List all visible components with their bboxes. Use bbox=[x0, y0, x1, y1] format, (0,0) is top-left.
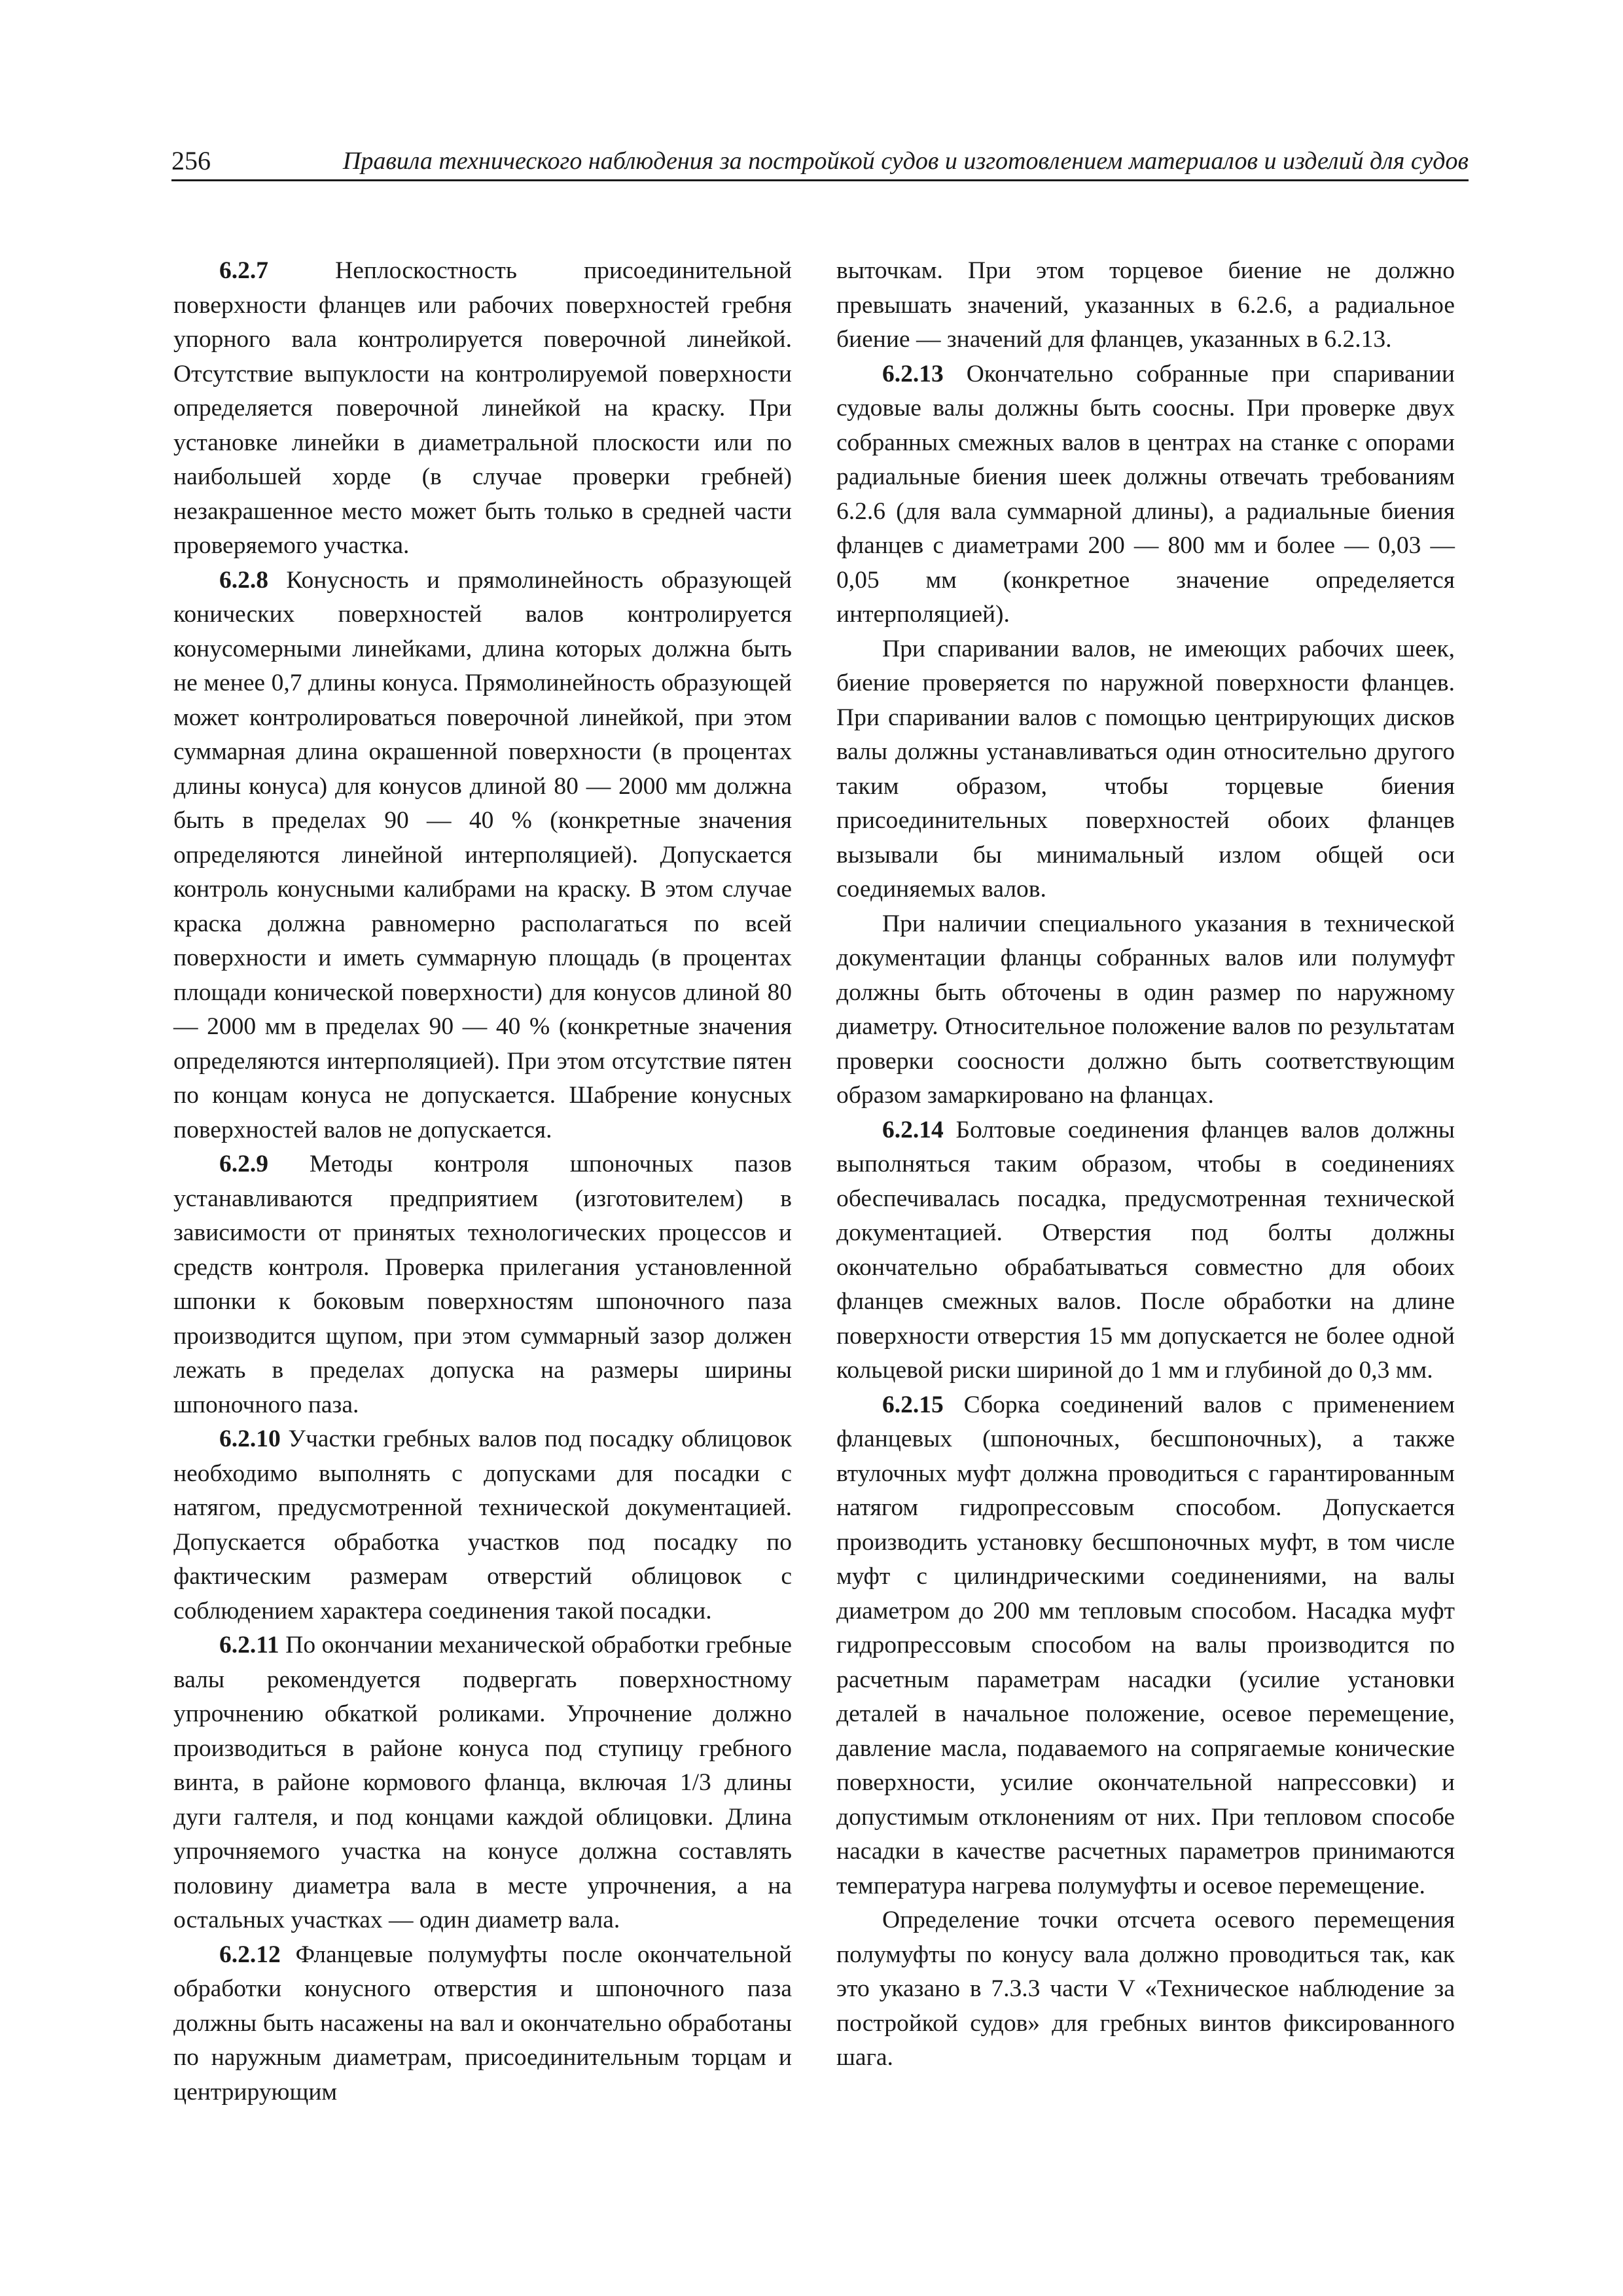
paragraph-text: По окончании механической обработки гребные валы рекомендуется подвергать поверхностному упрочнению обкаткой роликами. Упрочнение должно производиться в районе конуса под ступицу гребного винта, в районе кормового фланца, включая 1/3 длины дуги галтеля, и под концами каждой облицовки. Длина упрочняемого участка на конусе должна составлять половину диаметра вала в месте упрочнения, а на остальных участках — один диаметр вала. bbox=[173, 1632, 792, 1933]
section-number: 6.2.8 bbox=[219, 566, 268, 594]
paragraph-text: Методы контроля шпоночных пазов устанавливаются предприятием (изготовителем) в зависимости от принятых технологических процессов и средств контроля. Проверка прилегания установленной шпонки к боковым поверхностям шпоночного паза производится щупом, при этом суммарный зазор должен лежать в пределах допуска на размеры ширины шпоночного паза. bbox=[173, 1151, 792, 1418]
right-column bbox=[836, 254, 1455, 2075]
paragraph-text: При спаривании валов, не имеющих рабочих шеек, биение проверяется по наружной поверхности фланцев. При спаривании валов с помощью центрирующих дисков валы должны устанавливаться один относительно другого таким образом, чтобы торцевые биения присоединительных поверхностей обоих фланцев вызывали бы минимальный излом общей оси соединяемых валов. bbox=[836, 635, 1455, 903]
page-header bbox=[171, 143, 1469, 181]
section-number: 6.2.11 bbox=[219, 1632, 279, 1659]
running-title: Правила технического наблюдения за постройкой судов и изготовлением материалов и изделий для судов bbox=[342, 147, 1469, 175]
paragraph-6-2-9 bbox=[173, 1147, 792, 1422]
left-column bbox=[173, 254, 792, 2109]
paragraph-6-2-8 bbox=[173, 564, 792, 1148]
paragraph-text: При наличии специального указания в технической документации фланцы собранных валов или полумуфт должны быть обточены в один размер по наружному диаметру. Относительное положение валов по результатам проверки соосности должно быть соответствующим образом замаркировано на фланцах. bbox=[836, 910, 1455, 1109]
paragraph-6-2-13-part2 bbox=[836, 632, 1455, 907]
section-number: 6.2.15 bbox=[882, 1391, 944, 1418]
paragraph-6-2-11 bbox=[173, 1628, 792, 1938]
paragraph-text: Сборка соединений валов с применением фланцевых (шпоночных, бесшпоночных), а также втулочных муфт должна проводиться с гарантированным натягом гидропрессовым способом. Допускается производить установку бесшпоночных муфт, в том числе муфт с цилиндрическими соединениями, на валы диаметром до 200 мм тепловым способом. Насадка муфт гидропрессовым способом на валы производится по расчетным параметрам насадки (усилие установки деталей в начальное положение, осевое перемещение, давление масла, подаваемого на сопрягаемые конические поверхности, усилие окончательной напрессовки) и допустимым отклонениям от них. При тепловом способе насадки в качестве расчетных параметров принимаются температура нагрева полумуфты и осевое перемещение. bbox=[836, 1391, 1455, 1899]
section-number: 6.2.10 bbox=[219, 1426, 281, 1452]
paragraph-6-2-14 bbox=[836, 1113, 1455, 1388]
paragraph-text: выточкам. При этом торцевое биение не должно превышать значений, указанных в 6.2.6, а радиальное биение — значений для фланцев, указанных в 6.2.13. bbox=[836, 257, 1455, 353]
paragraph-text: Неплоскостность присоединительной поверхности фланцев или рабочих поверхностей гребня упорного вала контролируется поверочной линейкой. Отсутствие выпуклости на контролируемой поверхности определяется поверочной линейкой на краску. При установке линейки в диаметральной плоскости или по наибольшей хорде (в случае проверки гребней) незакрашенное место может быть только в средней части проверяемого участка. bbox=[173, 257, 792, 559]
paragraph-6-2-13-part3 bbox=[836, 907, 1455, 1113]
section-number: 6.2.9 bbox=[219, 1151, 268, 1177]
paragraph-6-2-7 bbox=[173, 254, 792, 564]
paragraph-text: Участки гребных валов под посадку облицовок необходимо выполнять с допусками для посадки с натягом, предусмотренной технической документацией. Допускается обработка участков под посадку по фактическим размерам отверстий облицовок с соблюдением характера соединения такой посадки. bbox=[173, 1426, 792, 1624]
paragraph-6-2-12 bbox=[173, 1938, 792, 2110]
paragraph-6-2-13 bbox=[836, 357, 1455, 632]
section-number: 6.2.7 bbox=[219, 257, 268, 284]
paragraph-6-2-12-continued bbox=[836, 254, 1455, 357]
paragraph-6-2-10 bbox=[173, 1422, 792, 1628]
paragraph-text: Фланцевые полумуфты после окончательной обработки конусного отверстия и шпоночного паза должны быть насажены на вал и окончательно обработаны по наружным диаметрам, присоединительным торцам и центрирующим bbox=[173, 1941, 792, 2106]
paragraph-6-2-15 bbox=[836, 1388, 1455, 1904]
section-number: 6.2.13 bbox=[882, 360, 944, 387]
paragraph-text: Болтовые соединения фланцев валов должны выполняться таким образом, чтобы в соединениях обеспечивалась посадка, предусмотренная технической документацией. Отверстия под болты должны окончательно обрабатываться совместно для обоих фланцев смежных валов. После обработки на длине поверхности отверстия 15 мм допускается не более одной кольцевой риски шириной до 1 мм и глубиной до 0,3 мм. bbox=[836, 1116, 1455, 1384]
section-number: 6.2.12 bbox=[219, 1941, 281, 1968]
paragraph-text: Окончательно собранные при спаривании судовые валы должны быть соосны. При проверке двух собранных смежных валов в центрах на станке с опорами радиальные биения шеек должны отвечать требованиям 6.2.6 (для вала суммарной длины), а радиальные биения фланцев с диаметрами 200 — 800 мм и более — 0,03 — 0,05 мм (конкретное значение определяется интерполяцией). bbox=[836, 360, 1455, 628]
paragraph-6-2-15-part2 bbox=[836, 1903, 1455, 2075]
paragraph-text: Конусность и прямолинейность образующей конических поверхностей валов контролируется конусомерными линейками, длина которых должна быть не менее 0,7 длины конуса. Прямолинейность образующей может контролироваться поверочной линейкой, при этом суммарная длина окрашенной поверхности (в процентах длины конуса) для конусов длиной 80 — 2000 мм должна быть в пределах 90 — 40 % (конкретные значения определяются линейной интерполяцией). Допускается контроль конусными калибрами на краску. В этом случае краска должна равномерно располагаться по всей поверхности и иметь суммарную площадь (в процентах площади конической поверхности) для конусов длиной 80 — 2000 мм в пределах 90 — 40 % (конкретные значения определяются интерполяцией). При этом отсутствие пятен по концам конуса не допускается. Шабрение конусных поверхностей валов не допускается. bbox=[173, 566, 792, 1143]
section-number: 6.2.14 bbox=[882, 1116, 944, 1143]
page-number: 256 bbox=[171, 146, 211, 175]
paragraph-text: Определение точки отсчета осевого перемещения полумуфты по конусу вала должно проводиться так, как это указано в 7.3.3 части V «Техническое наблюдение за постройкой судов» для гребных винтов фиксированного шага. bbox=[836, 1907, 1455, 2071]
